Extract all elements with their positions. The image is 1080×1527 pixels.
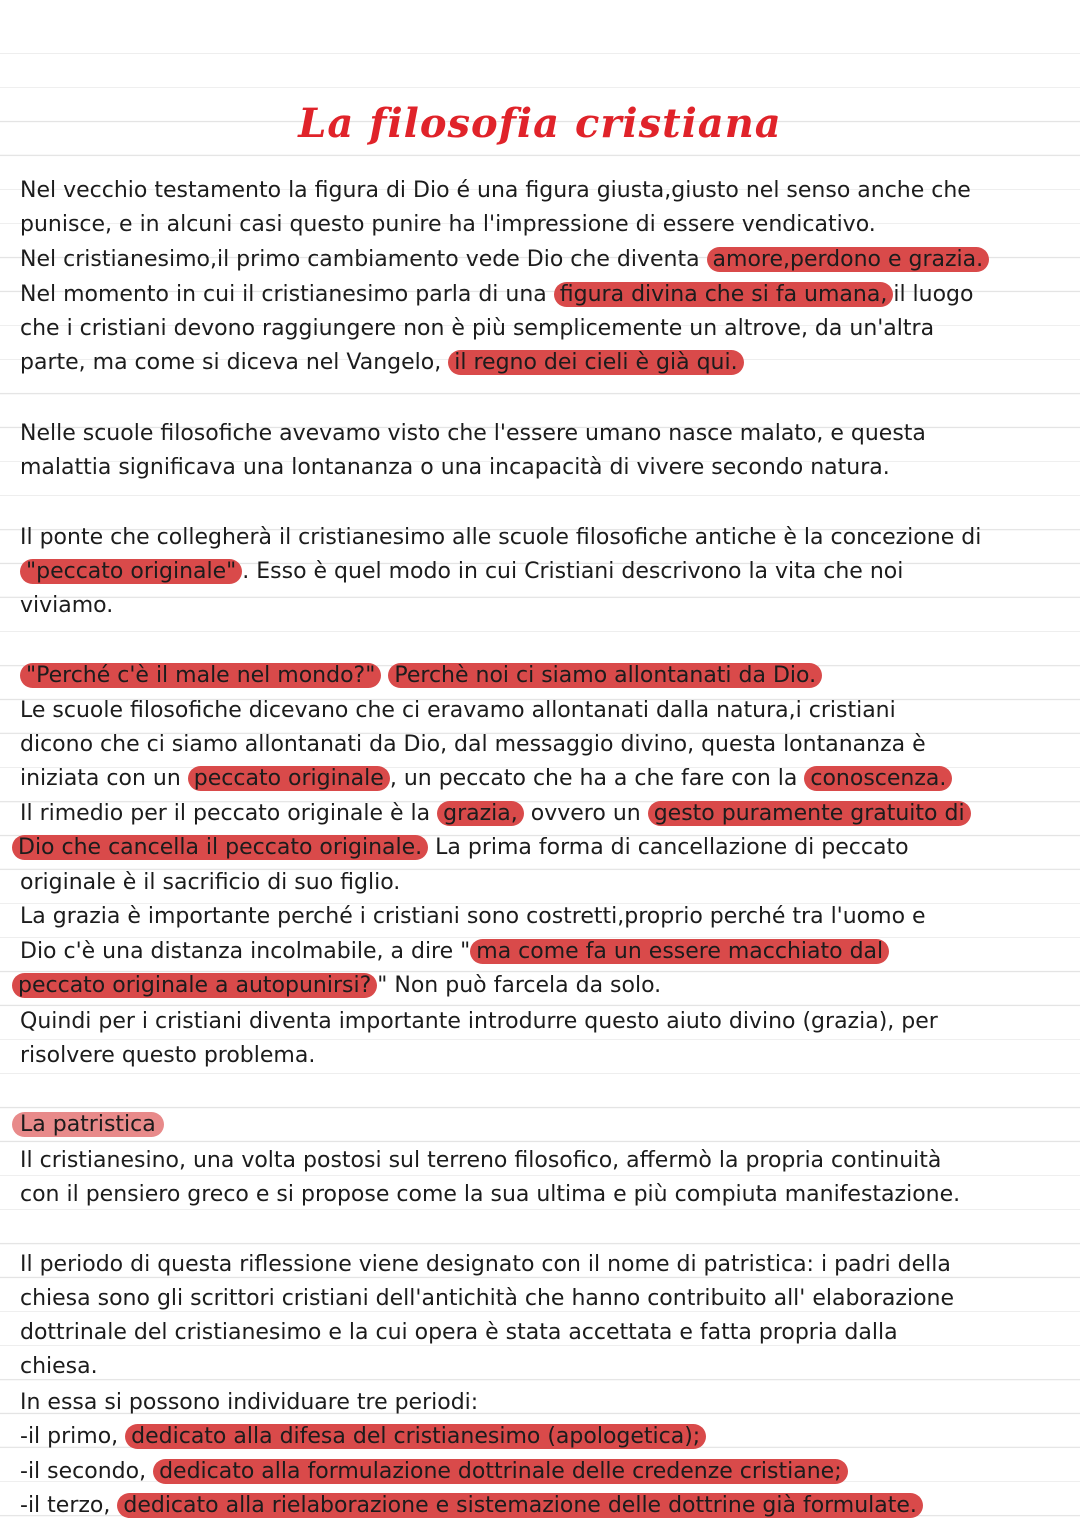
text-line: Nel vecchio testamento la figura di Dio é una figura giusta,giusto nel senso anche che	[20, 178, 971, 203]
text-line: Nel cristianesimo,il primo cambiamento vede Dio che diventa amore,perdono e grazia.	[20, 243, 989, 277]
text-line: risolvere questo problema.	[20, 1043, 316, 1068]
section-heading	[12, 1108, 164, 1142]
highlight: conoscenza.	[804, 766, 952, 791]
highlight: Perchè noi ci siamo allontanati da Dio.	[388, 663, 822, 688]
highlight: peccato originale	[188, 766, 390, 791]
text-line: Il periodo di questa riflessione viene designato con il nome di patristica: i padri della	[20, 1252, 951, 1277]
text-line: Nelle scuole filosofiche avevamo visto che l'essere umano nasce malato, e questa	[20, 421, 926, 446]
text-line: con il pensiero greco e si propose come la sua ultima e più compiuta manifestazione.	[20, 1182, 961, 1207]
highlight: Dio che cancella il peccato originale.	[12, 835, 428, 860]
text-line: Nel momento in cui il cristianesimo parla di una figura divina che si fa umana, il luogo	[20, 282, 974, 307]
text-line: Quindi per i cristiani diventa importante introdurre questo aiuto divino (grazia), per	[20, 1009, 938, 1034]
list-item: -il secondo, dedicato alla formulazione dottrinale delle credenze cristiane;	[20, 1455, 848, 1489]
text-line: chiesa sono gli scrittori cristiani dell'antichità che hanno contribuito all' elaborazione	[20, 1286, 955, 1311]
highlight: ma come fa un essere macchiato dal	[470, 939, 889, 964]
text-line: originale è il sacrificio di suo figlio.	[20, 870, 401, 895]
text-line: "peccato originale" . Esso è quel modo in cui Cristiani descrivono la vita che noi	[20, 555, 903, 589]
text-line: Il ponte che collegherà il cristianesimo alle scuole filosofiche antiche è la concezione di	[20, 525, 982, 550]
text-line: Il rimedio per il peccato originale è la grazia, ovvero un gesto puramente gratuito di	[20, 797, 971, 831]
highlight: "Perché c'è il male nel mondo?"	[20, 663, 381, 688]
highlight: "peccato originale"	[20, 559, 242, 584]
text-line: Il cristianesino, una volta postosi sul terreno filosofico, affermò la propria continuità	[20, 1148, 942, 1173]
highlight: gesto puramente gratuito di	[648, 801, 971, 826]
text-line: che i cristiani devono raggiungere non è più semplicemente un altrove, da un'altra	[20, 316, 935, 341]
text-line: dicono che ci siamo allontanati da Dio, dal messaggio divino, questa lontananza è	[20, 732, 926, 757]
text-line: In essa si possono individuare tre periodi:	[20, 1390, 479, 1415]
text-line: Dio c'è una distanza incolmabile, a dire " ma come fa un essere macchiato dal	[20, 935, 889, 969]
text-line: parte, ma come si diceva nel Vangelo, il regno dei cieli è già qui.	[20, 346, 744, 380]
list-item: -il terzo, dedicato alla rielaborazione e sistemazione delle dottrine già formulate.	[20, 1489, 923, 1523]
highlight: figura divina che si fa umana,	[554, 282, 894, 307]
text-line: punisce, e in alcuni casi questo punire ha l'impressione di essere vendicativo.	[20, 212, 876, 237]
highlight: grazia,	[437, 801, 524, 826]
text-line: Dio che cancella il peccato originale. La prima forma di cancellazione di peccato	[12, 831, 909, 865]
text-line: La grazia è importante perché i cristiani sono costretti,proprio perché tra l'uomo e	[20, 904, 926, 929]
highlight: dedicato alla difesa del cristianesimo (apologetica);	[125, 1424, 706, 1449]
text-line: peccato originale a autopunirsi? " Non può farcela da solo.	[12, 969, 661, 1003]
page-title: La filosofia cristiana	[298, 100, 782, 147]
text-line: iniziata con un peccato originale , un peccato che ha a che fare con la conoscenza.	[20, 762, 952, 796]
highlight: dedicato alla rielaborazione e sistemazione delle dottrine già formulate.	[117, 1493, 923, 1518]
list-item: -il primo, dedicato alla difesa del cristianesimo (apologetica);	[20, 1420, 706, 1454]
text-line: viviamo.	[20, 593, 114, 618]
text-line: chiesa.	[20, 1354, 98, 1379]
highlight: dedicato alla formulazione dottrinale delle credenze cristiane;	[153, 1459, 848, 1484]
text-line: dottrinale del cristianesimo e la cui opera è stata accettata e fatta propria dalla	[20, 1320, 898, 1345]
highlight: peccato originale a autopunirsi?	[12, 973, 377, 998]
text-line: malattia significava una lontananza o una incapacità di vivere secondo natura.	[20, 455, 890, 480]
text-line: Le scuole filosofiche dicevano che ci eravamo allontanati dalla natura,i cristiani	[20, 698, 896, 723]
text-line	[20, 659, 822, 693]
highlight: il regno dei cieli è già qui.	[448, 350, 743, 375]
highlight: amore,perdono e grazia.	[707, 247, 990, 272]
highlight: La patristica	[12, 1112, 164, 1137]
